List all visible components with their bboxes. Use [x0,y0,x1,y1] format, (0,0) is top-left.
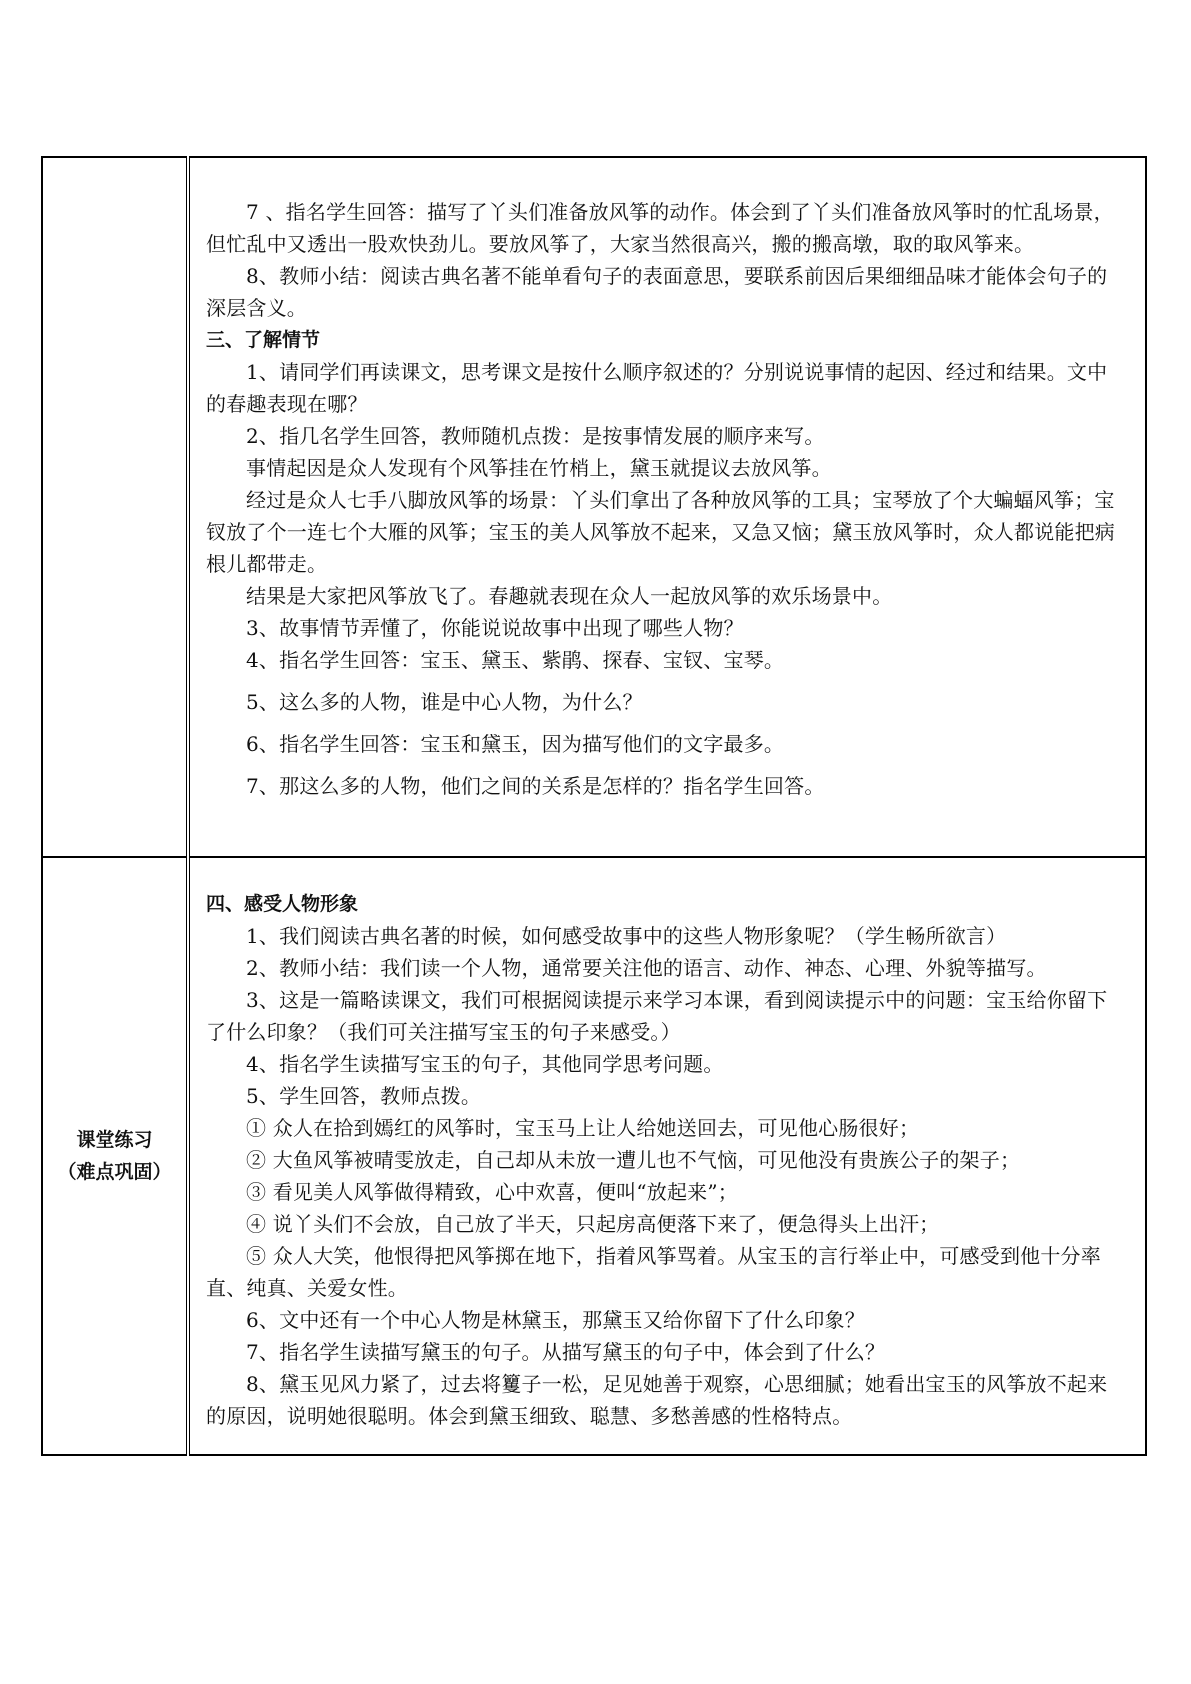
paragraph: 1、请同学们再读课文，思考课文是按什么顺序叙述的？分别说说事情的起因、经过和结果。文中的春趣表现在哪？ [206,360,1108,416]
row-content-cell [188,157,1146,857]
paragraph: ④ 说丫头们不会放，自己放了半天，只起房高便落下来了，便急得头上出汗； [246,1212,940,1236]
row-label-title: 课堂练习 [76,1129,153,1151]
paragraph: 5、学生回答，教师点拨。 [246,1084,482,1108]
section-heading: 三、了解情节 [206,329,321,351]
paragraph: 3、这是一篇略读课文，我们可根据阅读提示来学习本课，看到阅读提示中的问题：宝玉给你留下了什么印象？（我们可关注描写宝玉的句子来感受。） [206,988,1108,1044]
paragraph: 4、指名学生读描写宝玉的句子，其他同学思考问题。 [246,1052,724,1076]
row-label-subtitle: （难点巩固） [57,1161,172,1183]
table-row [42,857,1146,1455]
paragraph: ⑤ 众人大笑，他恨得把风筝掷在地下，指着风筝骂着。从宝玉的言行举止中，可感受到他十分率直、纯真、关爱女性。 [206,1244,1101,1300]
paragraph: 事情起因是众人发现有个风筝挂在竹梢上，黛玉就提议去放风筝。 [246,456,832,480]
paragraph: 8、教师小结：阅读古典名著不能单看句子的表面意思，要联系前因后果细细品味才能体会句子的深层含义。 [206,264,1108,320]
table-row [42,157,1146,857]
paragraph: 6、文中还有一个中心人物是林黛玉，那黛玉又给你留下了什么印象？ [246,1308,865,1332]
paragraph: 结果是大家把风筝放飞了。春趣就表现在众人一起放风筝的欢乐场景中。 [246,584,893,608]
row-label-cell-empty [42,157,188,857]
row-label-cell [42,857,188,1455]
paragraph: 1、我们阅读古典名著的时候，如何感受故事中的这些人物形象呢？（学生畅所欲言） [246,924,1007,948]
paragraph: 8、黛玉见风力紧了，过去将籰子一松，足见她善于观察，心思细腻；她看出宝玉的风筝放不起来的原因，说明她很聪明。体会到黛玉细致、聪慧、多愁善感的性格特点。 [206,1372,1108,1428]
paragraph: 7 、指名学生回答：描写了丫头们准备放风筝的动作。体会到了丫头们准备放风筝时的忙乱场景，但忙乱中又透出一股欢快劲儿。要放风筝了，大家当然很高兴，搬的搬高墩，取的取风筝来。 [206,200,1114,256]
section-heading: 四、感受人物形象 [206,893,359,915]
paragraph: ② 大鱼风筝被晴雯放走，自己却从未放一遭儿也不气恼，可见他没有贵族公子的架子； [246,1148,1021,1172]
paragraph: 7、指名学生读描写黛玉的句子。从描写黛玉的句子中，体会到了什么？ [246,1340,886,1364]
paragraph: 3、故事情节弄懂了，你能说说故事中出现了哪些人物？ [246,616,744,640]
paragraph: ③ 看见美人风筝做得精致，心中欢喜，便叫“放起来”； [246,1180,739,1204]
paragraph: 7、那这么多的人物，他们之间的关系是怎样的？指名学生回答。 [246,774,825,798]
lesson-plan-table [41,156,1147,1456]
paragraph: 2、教师小结：我们读一个人物，通常要关注他的语言、动作、神态、心理、外貌等描写。 [246,956,1047,980]
row-content-cell [188,857,1146,1455]
paragraph: 经过是众人七手八脚放风筝的场景：丫头们拿出了各种放风筝的工具；宝琴放了个大蝙蝠风筝；宝钗放了个一连七个大雁的风筝；宝玉的美人风筝放不起来，又急又恼；黛玉放风筝时，众人都说能把病根儿都带走。 [206,488,1115,576]
paragraph: 5、这么多的人物，谁是中心人物，为什么？ [246,690,643,714]
paragraph: ① 众人在拾到嫣红的风筝时，宝玉马上让人给她送回去，可见他心肠很好； [246,1116,920,1140]
paragraph: 6、指名学生回答：宝玉和黛玉，因为描写他们的文字最多。 [246,732,785,756]
paragraph: 2、指几名学生回答，教师随机点拨：是按事情发展的顺序来写。 [246,424,825,448]
paragraph: 4、指名学生回答：宝玉、黛玉、紫鹃、探春、宝钗、宝琴。 [246,648,785,672]
